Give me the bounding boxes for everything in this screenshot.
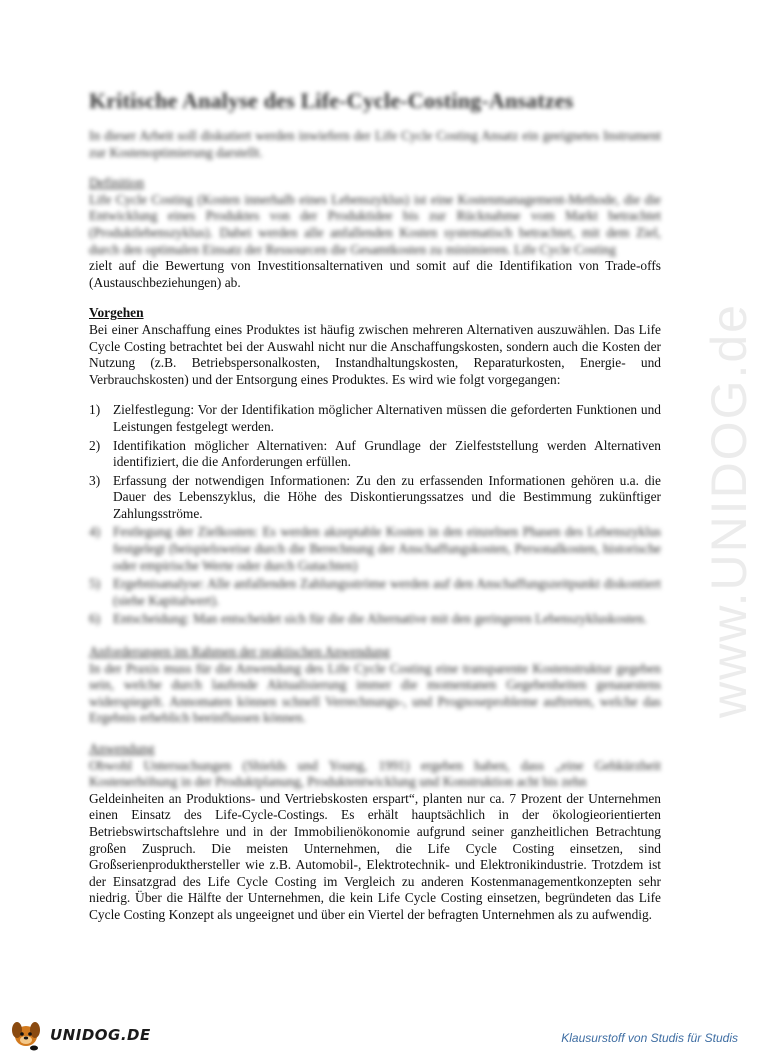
vorgehen-heading: Vorgehen: [89, 305, 144, 321]
anwendung-text-blurred: Obwohl Untersuchungen (Shields und Young, 1991) ergeben haben, dass „eine Gehkürzheit Kostenerhöhung in der Produktplanung, Produktentwicklung und Konstruktion acht bis zehn: [89, 757, 661, 790]
anforderungen-text: In der Praxis muss für die Anwendung des Life Cycle Costing eine transparente Kostenstruktur gegeben sein, welche durch laufende Aktualisierung immer die momentanen Gegebenheiten genauestens widerspiegelt. Annomaten können schnell Verrechnungs-, und Prognoseprobleme auftreten, welche das Ergebnis erheblich beeinflussen können.: [89, 660, 661, 726]
step-number: 2): [89, 437, 101, 453]
step-text: Festlegung der Zielkosten: Es werden akzeptable Kosten in den einzelnen Phasen des Lebenszyklus festgelegt (beispielsweise durch die Berechnung der Anschaffungskosten, Personalkosten, historische oder empirische Werte oder durch Gutachten): [113, 524, 661, 573]
steps-list: [89, 402, 661, 628]
list-item: [89, 438, 661, 471]
document-body: [89, 88, 661, 924]
anwendung-text: Geldeinheiten an Produktions- und Vertriebskosten erspart“, planten nur ca. 7 Prozent der Unternehmen einen Einsatz des Life-Cycle-Costings. Es erhält hauptsächlich in der ökologieorientierten Betriebswirtschaftslehre und in der Immobilienökonomie aufgrund seiner ganzheitlichen Betrachtung großen Zuspruch. Die meisten Unternehmen, die Life Cycle Costing einsetzen, sind Großserienprodukthersteller wie z.B. Automobil-, Elektrotechnik- und Elektronikindustrie. Trotzdem ist der Einsatzgrad des Life Cycle Costing im Vergleich zu anderen Kostenmanagementkonzepten sehr niedrig. Über die Hälfte der Unternehmen, die kein Life Cycle Costing einsetzen, begründeten das Life Cycle Costing Konzept als ungeeignet und über ein Viertel der befragten Unternehmen als zu aufwendig.: [89, 790, 661, 922]
unidog-logo[interactable]: [4, 1018, 151, 1052]
step-text: Identifikation möglicher Alternativen: Auf Grundlage der Zielfeststellung werden Alternativen identifiziert, die die Anforderungen erfüllen.: [113, 437, 661, 470]
step-text: Zielfestlegung: Vor der Identifikation möglicher Alternativen müssen die geforderten Funktionen und Leistungen festgelegt werden.: [113, 402, 661, 434]
watermark: www.UNIDOG.de: [701, 303, 757, 718]
anwendung-heading: Anwendung: [89, 741, 155, 756]
definition-text: zielt auf die Bewertung von Investitionsalternativen und somit auf die Identifikation von Trade-offs (Austauschbeziehungen) ab.: [89, 258, 661, 290]
step-number: 4): [89, 524, 101, 540]
step-text: Erfassung der notwendigen Informationen: Zu den zu erfassenden Informationen gehören u.a. die Dauer des Lebenszyklus, die Höhe des Diskontierungssatzes und die Bestimmung zukünftiger Zahlungsströme.: [113, 472, 661, 521]
dog-mascot-icon: [4, 1018, 48, 1052]
step-number: 1): [89, 402, 101, 418]
list-item: [89, 524, 661, 574]
list-item: [89, 611, 661, 628]
step-text: Ergebnisanalyse: Alle anfallenden Zahlungsströme werden auf den Anschaffungszeitpunkt diskontiert (siehe Kapitalwert).: [113, 576, 661, 608]
step-number: 5): [89, 576, 101, 592]
list-item: [89, 576, 661, 609]
list-item: [89, 402, 661, 435]
document-title: Kritische Analyse des Life-Cycle-Costing-Ansatzes: [89, 88, 574, 113]
list-item: [89, 473, 661, 523]
step-number: 6): [89, 611, 101, 627]
footer-tagline: Klausurstoff von Studis für Studis: [561, 1031, 738, 1045]
definition-text-blurred: Life Cycle Costing (Kosten innerhalb eines Lebenszyklus) ist eine Kostenmanagement-Methode, die die Entwicklung eines Produktes von der Produktidee bis zur Rücknahme vom Markt betrachtet (Produktlebenszyklus). Dabei werden alle anfallenden Kosten systematisch betrachtet, mit dem Ziel, durch den optimalen Einsatz der Ressourcen die Gesamtkosten zu minimieren. Life Cycle Costing: [89, 191, 661, 257]
anforderungen-heading: Anforderungen im Rahmen der praktischen Anwendung: [89, 644, 390, 660]
vorgehen-text: Bei einer Anschaffung eines Produktes ist häufig zwischen mehreren Alternativen auszuwählen. Das Life Cycle Costing betrachtet bei der Auswahl nicht nur die Anschaffungskosten, sondern auch die Kosten der Nutzung (z.B. Betriebspersonalkosten, Instandhaltungskosten, Reparaturkosten, Energie- und Verbrauchskosten) und der Entsorgung eines Produktes. Es wird wie folgt vorgegangen:: [89, 321, 661, 387]
step-number: 3): [89, 472, 101, 488]
intro-paragraph: In dieser Arbeit soll diskutiert werden inwiefern der Life Cycle Costing Ansatz ein geeignetes Instrument zur Kostenoptimierung darstellt.: [89, 128, 661, 160]
logo-text: UNIDOG.DE: [50, 1026, 151, 1044]
step-text: Entscheidung: Man entscheidet sich für die die Alternative mit den geringeren Lebenszykluskosten.: [113, 611, 647, 627]
definition-heading: Definition: [89, 175, 145, 191]
